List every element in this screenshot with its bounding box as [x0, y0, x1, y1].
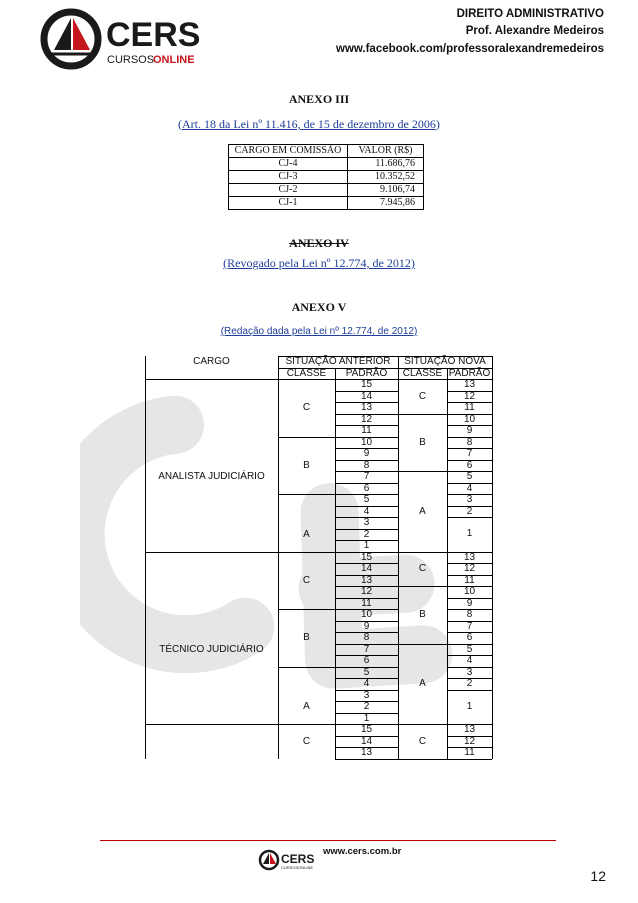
- new-padrao-cell: 6: [466, 459, 473, 471]
- valor-cell: 11.686,76: [348, 158, 424, 171]
- header-bottom-line: [145, 379, 492, 380]
- new-padrao-cell: 9: [466, 425, 473, 436]
- cargo-cell: CJ-3: [229, 171, 348, 184]
- valor-cell: 7.945,86: [348, 197, 424, 210]
- header-facebook-url: www.facebook.com/professoralexandremedeiros: [336, 43, 604, 55]
- new-classe-cell: C: [418, 563, 427, 574]
- new-padrao-cell: 11: [464, 402, 475, 413]
- new-classe-group-line: [398, 724, 447, 725]
- old-padrao-cell: 14: [360, 563, 373, 574]
- header-padrao-anterior: PADRÃO: [345, 367, 388, 379]
- header-classe-nova: CLASSE: [402, 367, 443, 379]
- old-classe-cell: C: [302, 402, 311, 413]
- new-classe-cell: A: [419, 678, 426, 689]
- new-padrao-cell: 5: [466, 471, 473, 482]
- old-padrao-cell: 1: [363, 712, 370, 724]
- new-classe-group-line: [398, 759, 447, 760]
- new-padrao-cell: 10: [463, 413, 476, 425]
- footer-cers-logo: [258, 848, 318, 872]
- cargo-cell: CJ-2: [229, 184, 348, 197]
- new-classe-group-line: [398, 471, 447, 472]
- padrao-row-line: [335, 759, 398, 760]
- header-professor: Prof. Alexandre Medeiros: [465, 25, 604, 37]
- new-padrao-cell: 3: [466, 494, 473, 505]
- table-row: [229, 197, 424, 210]
- new-padrao-cell: 5: [466, 643, 473, 655]
- old-classe-cell: A: [303, 701, 310, 712]
- new-padrao-cell: 4: [466, 655, 473, 666]
- new-padrao-cell: 10: [463, 586, 476, 597]
- header-classe-anterior: CLASSE: [286, 367, 327, 379]
- cargo-name-cell: TÉCNICO JUDICIÁRIO: [159, 643, 264, 655]
- old-padrao-cell: 13: [360, 747, 373, 758]
- footer-site-url[interactable]: www.cers.com.br: [323, 846, 402, 857]
- old-padrao-cell: 13: [360, 574, 373, 586]
- old-padrao-cell: 15: [360, 551, 373, 563]
- new-classe-cell: C: [418, 735, 427, 747]
- old-padrao-cell: 1: [363, 540, 370, 551]
- old-padrao-cell: 2: [363, 528, 370, 540]
- footer-logo-brand: CERS: [281, 852, 315, 866]
- old-classe-group-line: [278, 552, 335, 553]
- anexo4-title: ANEXO IV: [289, 236, 349, 250]
- footer-logo-sub: CURSOSONLINE: [281, 865, 314, 870]
- old-padrao-cell: 11: [361, 425, 372, 436]
- old-padrao-cell: 7: [363, 471, 370, 482]
- old-classe-cell: A: [303, 528, 310, 540]
- anexo3-reference: [178, 117, 440, 132]
- old-classe-group-line: [278, 667, 335, 668]
- old-padrao-cell: 3: [363, 517, 370, 528]
- table-vline: [398, 356, 399, 759]
- new-padrao-cell: 11: [464, 747, 475, 758]
- logo-sub-b: ONLINE: [153, 54, 195, 66]
- cargo-comissao-table: [228, 144, 424, 210]
- anexo5-classes-table: [145, 356, 492, 826]
- new-classe-cell: C: [418, 390, 427, 402]
- table-header-row: [229, 145, 424, 158]
- new-padrao-cell: 3: [466, 666, 473, 678]
- new-padrao-cell: 1: [466, 700, 473, 712]
- new-padrao-cell: 1: [466, 528, 473, 539]
- old-classe-cell: B: [303, 459, 310, 471]
- table-right-border: [492, 356, 493, 759]
- page-number: 12: [590, 868, 606, 884]
- cargo-group-line: [145, 724, 278, 725]
- old-padrao-cell: 15: [360, 379, 373, 390]
- table-row: [229, 158, 424, 171]
- old-padrao-cell: 14: [360, 735, 373, 747]
- old-padrao-cell: 8: [363, 632, 370, 643]
- old-classe-cell: C: [302, 735, 311, 747]
- header-padrao-nova: PADRÃO: [448, 367, 491, 379]
- anexo5-redacao-link[interactable]: (Redação dada pela Lei nº 12.774, de 2012): [220, 326, 418, 337]
- old-padrao-cell: 9: [363, 620, 370, 632]
- new-padrao-cell: 8: [466, 609, 473, 620]
- new-classe-cell: B: [419, 609, 426, 620]
- logo-sub-a: CURSOS: [107, 54, 155, 66]
- new-padrao-cell: 7: [466, 620, 473, 632]
- old-padrao-cell: 10: [360, 436, 373, 448]
- header-cargo: CARGO: [193, 356, 230, 367]
- cers-logo: [40, 8, 240, 70]
- old-padrao-cell: 6: [363, 655, 370, 666]
- old-padrao-cell: 13: [360, 402, 373, 413]
- paren-open: (: [178, 117, 182, 131]
- new-padrao-cell: 11: [464, 574, 475, 586]
- old-classe-group-line: [278, 494, 335, 495]
- old-padrao-cell: 6: [363, 482, 370, 494]
- new-padrao-cell: 12: [463, 390, 476, 402]
- header-mid-line: [278, 368, 492, 369]
- new-padrao-cell: 6: [466, 632, 473, 643]
- cargo-cell: CJ-4: [229, 158, 348, 171]
- valor-cell: 9.106,74: [348, 184, 424, 197]
- header-valor: VALOR (R$): [348, 145, 424, 158]
- table-row: [229, 184, 424, 197]
- old-classe-group-line: [278, 724, 335, 725]
- anexo3-law-link[interactable]: Art. 18 da Lei nº 11.416, de 15 de dezembro de 2006: [182, 117, 436, 131]
- old-padrao-cell: 11: [361, 597, 372, 609]
- old-classe-group-line: [278, 609, 335, 610]
- old-padrao-cell: 5: [363, 666, 370, 678]
- cargo-cell: CJ-1: [229, 197, 348, 210]
- paren-close: ): [435, 117, 440, 131]
- header-situacao-nova: SITUAÇÃO NOVA: [404, 356, 486, 367]
- new-classe-group-line: [398, 414, 447, 415]
- valor-cell: 10.352,52: [348, 171, 424, 184]
- old-padrao-cell: 4: [363, 678, 370, 689]
- header-situacao-anterior: SITUAÇÃO ANTERIOR: [285, 356, 391, 367]
- header-cargo: CARGO EM COMISSÃO: [229, 145, 348, 158]
- new-classe-cell: B: [419, 436, 426, 448]
- old-padrao-cell: 7: [363, 643, 370, 655]
- old-padrao-cell: 2: [363, 701, 370, 712]
- new-padrao-cell: 4: [466, 482, 473, 494]
- new-classe-cell: A: [419, 505, 426, 517]
- anexo3-title: ANEXO III: [288, 92, 350, 106]
- new-classe-group-line: [398, 644, 447, 645]
- old-padrao-cell: 12: [360, 586, 373, 597]
- old-padrao-cell: 4: [363, 505, 370, 517]
- table-vline: [278, 356, 279, 759]
- old-padrao-cell: 10: [360, 609, 373, 620]
- old-padrao-cell: 3: [363, 689, 370, 701]
- old-padrao-cell: 15: [360, 724, 373, 735]
- new-padrao-cell: 2: [466, 678, 473, 689]
- new-padrao-cell: 2: [466, 505, 473, 517]
- old-classe-group-line: [278, 437, 335, 438]
- new-padrao-cell: 13: [463, 379, 476, 390]
- new-padrao-cell: 9: [466, 597, 473, 609]
- old-classe-cell: C: [302, 574, 311, 586]
- cargo-name-cell: [145, 747, 278, 759]
- new-padrao-cell: 13: [463, 551, 476, 563]
- table-left-border: [145, 356, 146, 759]
- anexo5-title: ANEXO V: [291, 300, 347, 314]
- new-padrao-cell: 7: [466, 448, 473, 459]
- new-padrao-cell: 13: [463, 724, 476, 735]
- footer-divider: [100, 840, 556, 841]
- cargo-name-cell: ANALISTA JUDICIÁRIO: [158, 471, 265, 482]
- new-padrao-cell: 12: [463, 563, 476, 574]
- new-padrao-row-line: [447, 759, 492, 760]
- old-padrao-cell: 14: [360, 390, 373, 402]
- logo-brand: CERS: [106, 16, 201, 54]
- old-classe-cell: B: [303, 632, 310, 643]
- old-padrao-cell: 8: [363, 459, 370, 471]
- new-padrao-cell: 8: [466, 436, 473, 448]
- old-padrao-cell: 5: [363, 494, 370, 505]
- new-padrao-cell: 12: [463, 735, 476, 747]
- new-classe-group-line: [398, 552, 447, 553]
- table-row: [229, 171, 424, 184]
- anexo4-revoked-link[interactable]: (Revogado pela Lei nº 12.774, de 2012): [223, 256, 415, 270]
- cargo-group-line: [145, 552, 278, 553]
- old-padrao-cell: 9: [363, 448, 370, 459]
- header-top-line: [278, 356, 492, 357]
- header-subject: DIREITO ADMINISTRATIVO: [456, 8, 604, 20]
- old-padrao-cell: 12: [360, 413, 373, 425]
- new-classe-group-line: [398, 586, 447, 587]
